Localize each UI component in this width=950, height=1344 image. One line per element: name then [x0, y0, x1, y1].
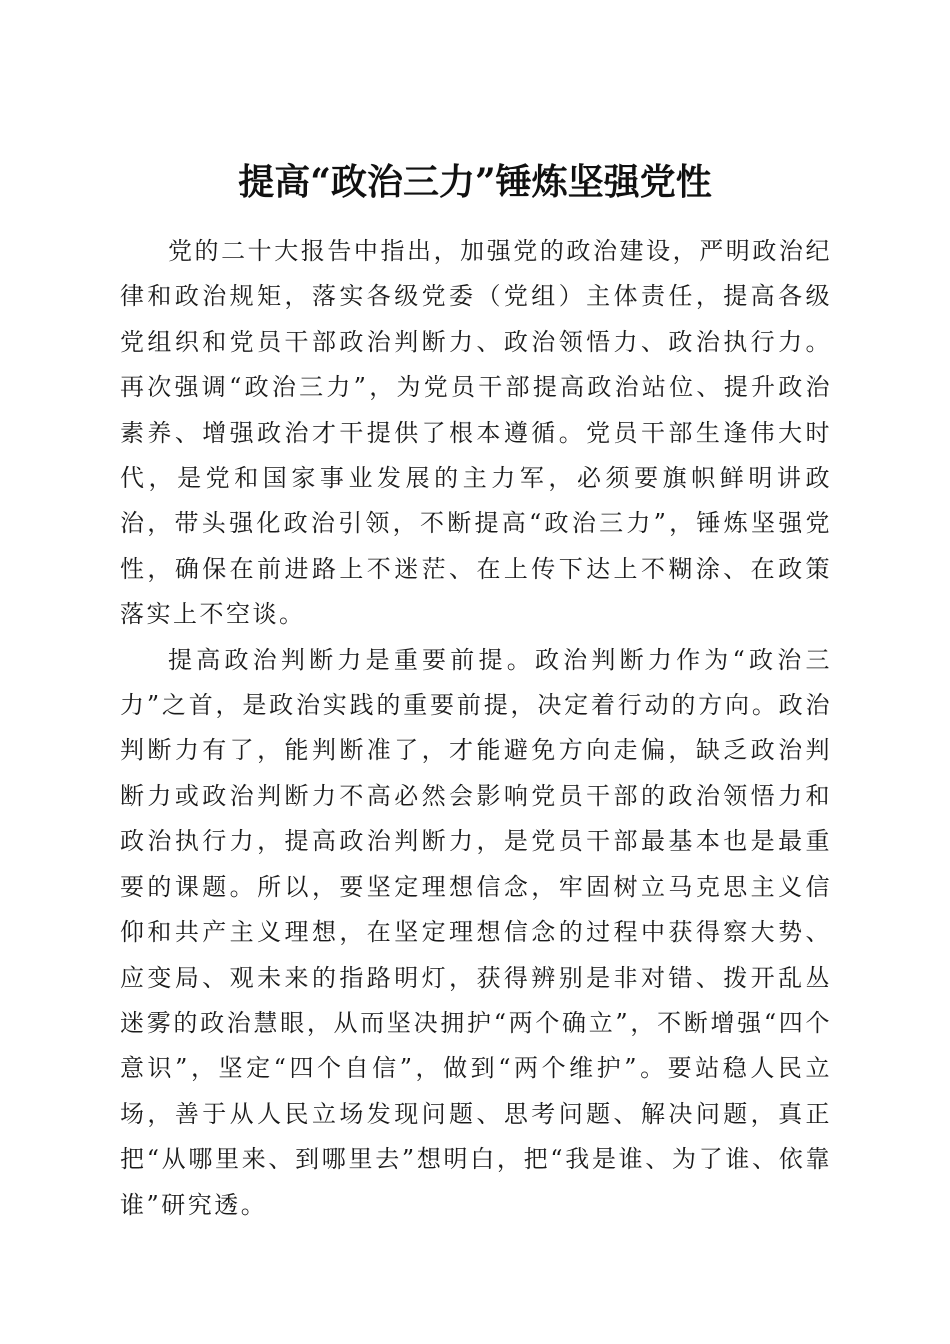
document-body: [120, 229, 832, 1228]
paragraph-1: 党的二十大报告中指出，加强党的政治建设，严明政治纪律和政治规矩，落实各级党委（党组）主体责任，提高各级党组织和党员干部政治判断力、政治领悟力、政治执行力。再次强调“政治三力”，为党员干部提高政治站位、提升政治素养、增强政治才干提供了根本遵循。党员干部生逢伟大时代，是党和国家事业发展的主力军，必须要旗帜鲜明讲政治，带头强化政治引领，不断提高“政治三力”，锤炼坚强党性，确保在前进路上不迷茫、在上传下达上不糊涂、在政策落实上不空谈。: [120, 237, 832, 629]
document-title: 提高“政治三力”锤炼坚强党性: [238, 161, 712, 204]
paragraph-2: 提高政治判断力是重要前提。政治判断力作为“政治三力”之首，是政治实践的重要前提，决定着行动的方向。政治判断力有了，能判断准了，才能避免方向走偏，缺乏政治判断力或政治判断力不高必然会影响党员干部的政治领悟力和政治执行力，提高政治判断力，是党员干部最基本也是最重要的课题。所以，要坚定理想信念，牢固树立马克思主义信仰和共产主义理想，在坚定理想信念的过程中获得察大势、应变局、观未来的指路明灯，获得辨别是非对错、拨开乱丛迷雾的政治慧眼，从而坚决拥护“两个确立”，不断增强“四个意识”，坚定“四个自信”，做到“两个维护”。要站稳人民立场，善于从人民立场发现问题、思考问题、解决问题，真正把“从哪里来、到哪里去”想明白，把“我是谁、为了谁、依靠谁”研究透。: [120, 645, 832, 1219]
